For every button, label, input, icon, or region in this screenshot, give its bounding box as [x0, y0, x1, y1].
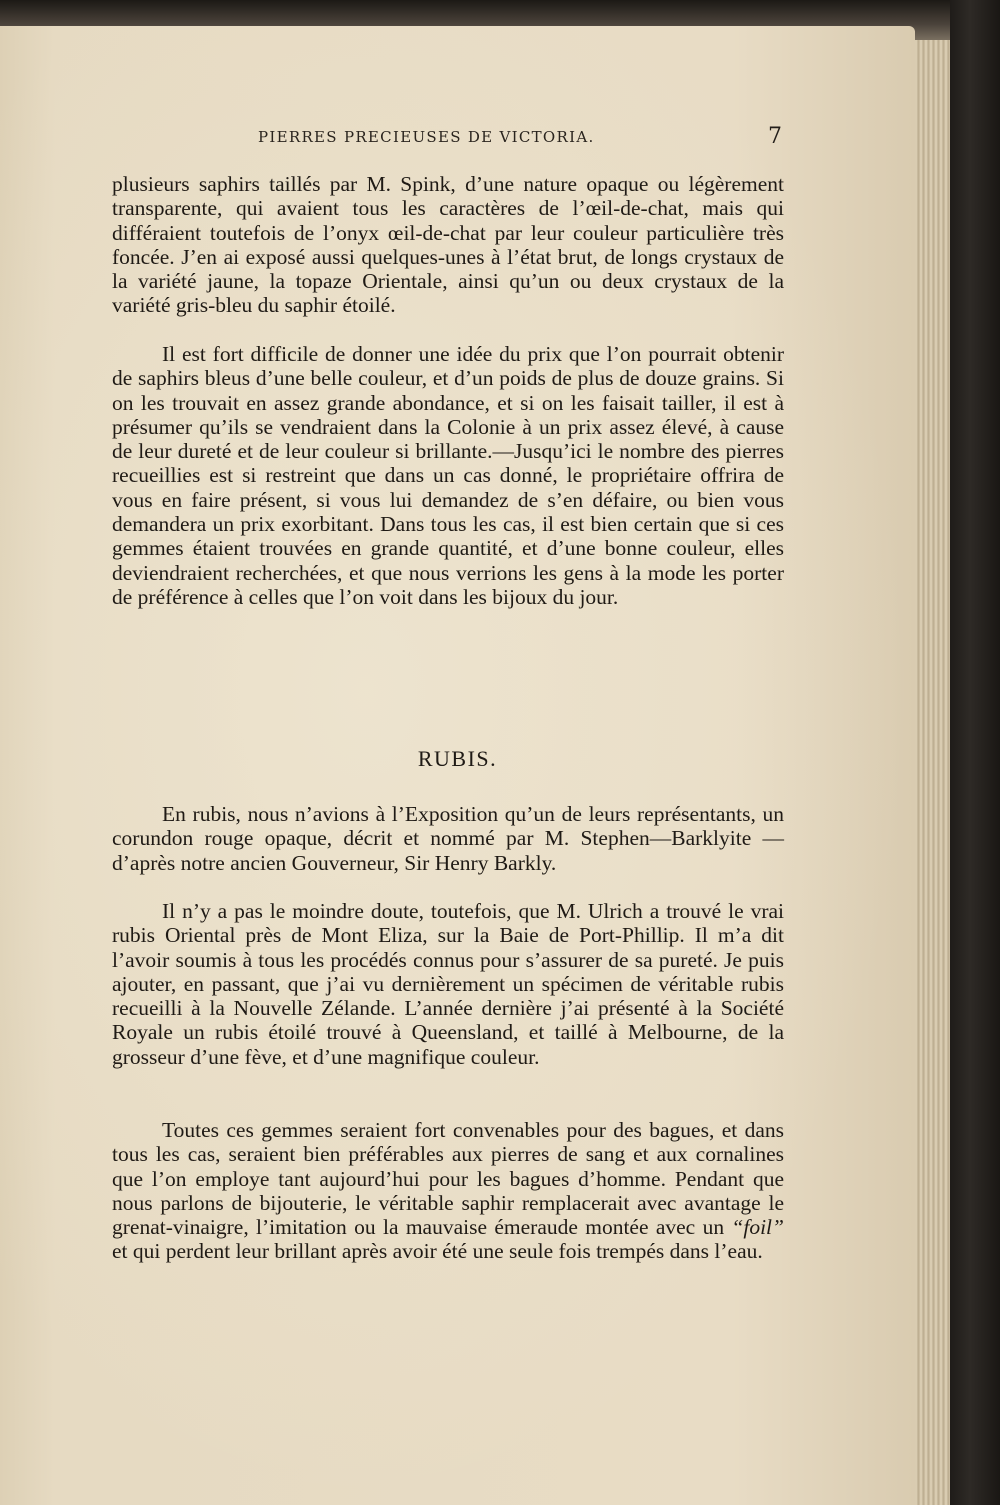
paragraph-3: En rubis, nous n’avions à l’Exposition qu’un de leurs représentants, un corundon rouge opaque, décrit et nommé par M. Stephen—Barklyite — d’après notre ancien Gouverneur, Sir Henry Barkly. [112, 802, 784, 875]
paragraph-5-text-a: Toutes ces gemmes seraient fort convenables pour des bagues, et dans tous les cas, seraient bien préférables aux pierres de sang et aux cornalines que l’on employe tant aujourd’hui pour les bagues d’homme. Pendant que nous parlons de bijouterie, le véritable saphir remplacerait avec avantage le grenat-vinaigre, l’imitation ou la mauvaise émeraude montée avec un [112, 1118, 784, 1240]
book-binding [950, 0, 1000, 1505]
paragraph-4: Il n’y a pas le moindre doute, toutefois, que M. Ulrich a trouvé le vrai rubis Oriental près de Mont Eliza, sur la Baie de Port-Phillip. Il m’a dit l’avoir soumis à tous les procédés connus pour s’assurer de sa pureté. Je puis ajouter, en passant, que j’ai vu dernièrement un spécimen de véritable rubis recueilli à la Nouvelle Zélande. L’année dernière j’ai présenté à la Société Royale un rubis étoilé trouvé à Queensland, et taillé à Melbourne, de la grosseur d’une fève, et d’une magnifique couleur. [112, 899, 784, 1069]
page-edges [915, 40, 950, 1505]
paragraph-1: plusieurs saphirs taillés par M. Spink, d’une nature opaque ou légèrement transparente, qui avaient tous les caractères de l’œil-de-chat, mais qui différaient toutefois de l’onyx œil-de-chat par leur couleur particulière très foncée. J’en ai exposé aussi quelques-unes à l’état brut, de longs crystaux de la variété jaune, la topaze Orientale, ainsi qu’un ou deux crystaux de la variété gris-bleu du saphir étoilé. [112, 172, 784, 318]
paragraph-5 [112, 1118, 784, 1264]
paragraph-5-text-b: et qui perdent leur brillant après avoir été une seule fois trempés dans l’eau. [112, 1239, 763, 1264]
foil-word: “foil” [731, 1215, 784, 1240]
paragraph-2: Il est fort difficile de donner une idée du prix que l’on pourrait obtenir de saphirs bleus d’une belle couleur, et d’un poids de plus de douze grains. Si on les trouvait en assez grande abondance, et si on les faisait tailler, il est à présumer qu’ils se vendraient dans la Colonie à un prix assez élevé, à cause de leur dureté et de leur couleur si brillante.—Jusqu’ici le nombre des pierres recueillies est si restreint que dans un cas donné, le propriétaire offrira de vous en faire présent, si vous lui demandez de s’en défaire, ou bien vous demandera un prix exorbitant. Dans tous les cas, il est bien certain que si ces gemmes étaient trouvées en grande quantité, et d’une bonne couleur, elles deviendraient recherchées, et que nous verrions les gens à la mode les porter de préférence à celles que l’on voit dans les bijoux du jour. [112, 342, 784, 609]
running-head: PIERRES PRECIEUSES DE VICTORIA. [258, 128, 595, 146]
page-number: 7 [768, 124, 782, 149]
section-title: RUBIS. [417, 746, 498, 771]
